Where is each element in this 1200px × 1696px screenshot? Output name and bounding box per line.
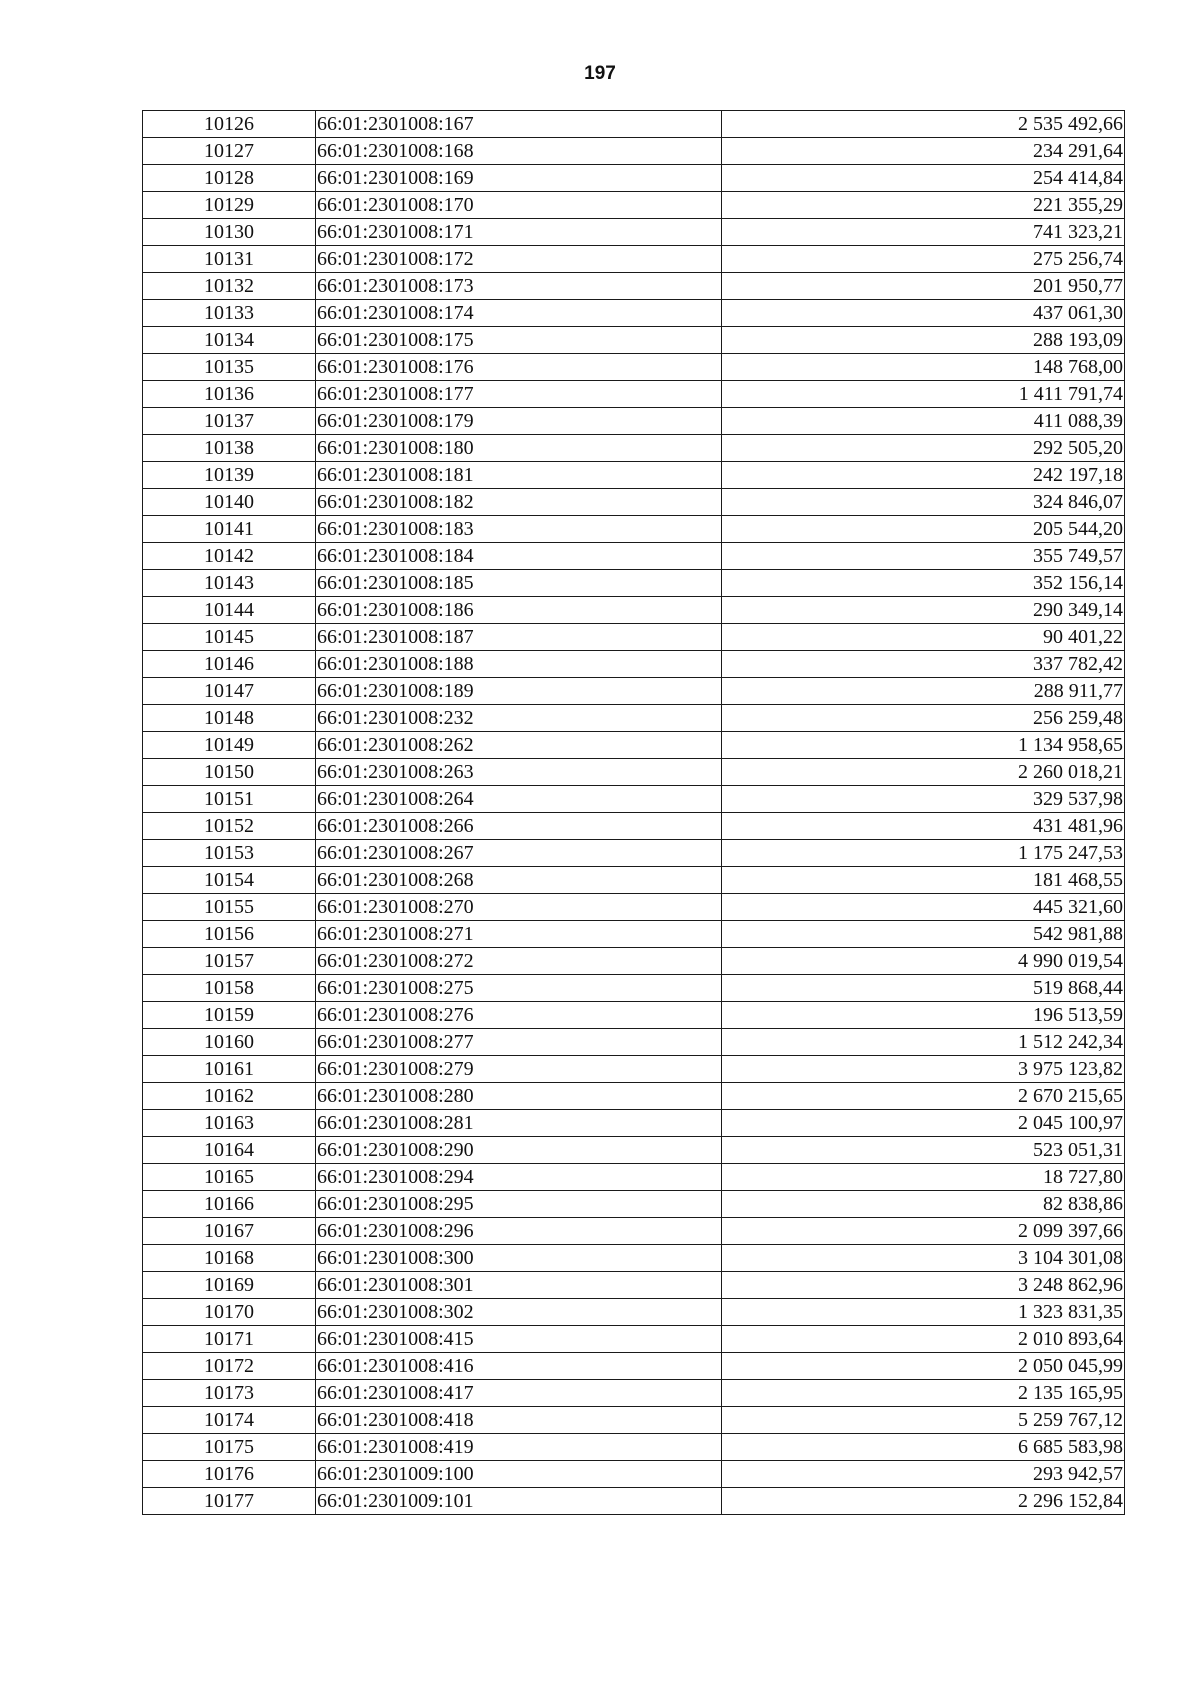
value-cell: 256 259,48 — [722, 705, 1125, 732]
value-cell: 2 260 018,21 — [722, 759, 1125, 786]
row-number-cell: 10141 — [143, 516, 316, 543]
table-row — [143, 1434, 1125, 1461]
cadastral-number-cell: 66:01:2301008:183 — [316, 516, 722, 543]
table-row — [143, 1380, 1125, 1407]
cadastral-number-cell: 66:01:2301008:182 — [316, 489, 722, 516]
row-number-cell: 10130 — [143, 219, 316, 246]
cadastral-number-cell: 66:01:2301008:280 — [316, 1083, 722, 1110]
row-number-cell: 10147 — [143, 678, 316, 705]
value-cell: 2 535 492,66 — [722, 111, 1125, 138]
cadastral-number-cell: 66:01:2301008:271 — [316, 921, 722, 948]
value-cell: 275 256,74 — [722, 246, 1125, 273]
table-row — [143, 192, 1125, 219]
value-cell: 2 670 215,65 — [722, 1083, 1125, 1110]
cadastral-number-cell: 66:01:2301008:279 — [316, 1056, 722, 1083]
row-number-cell: 10149 — [143, 732, 316, 759]
table-row — [143, 1137, 1125, 1164]
row-number-cell: 10177 — [143, 1488, 316, 1515]
cadastral-number-cell: 66:01:2301008:262 — [316, 732, 722, 759]
row-number-cell: 10172 — [143, 1353, 316, 1380]
table-row — [143, 1083, 1125, 1110]
value-cell: 324 846,07 — [722, 489, 1125, 516]
row-number-cell: 10166 — [143, 1191, 316, 1218]
table-row — [143, 1056, 1125, 1083]
row-number-cell: 10145 — [143, 624, 316, 651]
cadastral-number-cell: 66:01:2301008:296 — [316, 1218, 722, 1245]
value-cell: 288 193,09 — [722, 327, 1125, 354]
value-cell: 288 911,77 — [722, 678, 1125, 705]
table-row — [143, 1299, 1125, 1326]
table-row — [143, 624, 1125, 651]
cadastral-number-cell: 66:01:2301008:276 — [316, 1002, 722, 1029]
value-cell: 1 512 242,34 — [722, 1029, 1125, 1056]
row-number-cell: 10155 — [143, 894, 316, 921]
table-row — [143, 489, 1125, 516]
cadastral-number-cell: 66:01:2301008:277 — [316, 1029, 722, 1056]
row-number-cell: 10129 — [143, 192, 316, 219]
table-row — [143, 1461, 1125, 1488]
row-number-cell: 10138 — [143, 435, 316, 462]
row-number-cell: 10136 — [143, 381, 316, 408]
table-row — [143, 1164, 1125, 1191]
table-row — [143, 678, 1125, 705]
cadastral-number-cell: 66:01:2301008:295 — [316, 1191, 722, 1218]
cadastral-number-cell: 66:01:2301008:268 — [316, 867, 722, 894]
row-number-cell: 10156 — [143, 921, 316, 948]
table-body — [143, 111, 1125, 1515]
cadastral-number-cell: 66:01:2301008:272 — [316, 948, 722, 975]
cadastral-number-cell: 66:01:2301009:101 — [316, 1488, 722, 1515]
row-number-cell: 10165 — [143, 1164, 316, 1191]
cadastral-number-cell: 66:01:2301008:281 — [316, 1110, 722, 1137]
table-row — [143, 300, 1125, 327]
cadastral-table-container — [142, 110, 1125, 1515]
cadastral-number-cell: 66:01:2301008:169 — [316, 165, 722, 192]
value-cell: 355 749,57 — [722, 543, 1125, 570]
value-cell: 196 513,59 — [722, 1002, 1125, 1029]
row-number-cell: 10168 — [143, 1245, 316, 1272]
page-number: 197 — [584, 63, 616, 84]
row-number-cell: 10131 — [143, 246, 316, 273]
cadastral-number-cell: 66:01:2301008:187 — [316, 624, 722, 651]
table-row — [143, 516, 1125, 543]
cadastral-number-cell: 66:01:2301008:417 — [316, 1380, 722, 1407]
value-cell: 519 868,44 — [722, 975, 1125, 1002]
table-row — [143, 1245, 1125, 1272]
value-cell: 5 259 767,12 — [722, 1407, 1125, 1434]
cadastral-number-cell: 66:01:2301008:186 — [316, 597, 722, 624]
value-cell: 205 544,20 — [722, 516, 1125, 543]
table-row — [143, 219, 1125, 246]
table-row — [143, 759, 1125, 786]
cadastral-number-cell: 66:01:2301008:415 — [316, 1326, 722, 1353]
cadastral-number-cell: 66:01:2301008:179 — [316, 408, 722, 435]
cadastral-table — [142, 110, 1125, 1515]
row-number-cell: 10146 — [143, 651, 316, 678]
cadastral-number-cell: 66:01:2301008:168 — [316, 138, 722, 165]
table-row — [143, 894, 1125, 921]
value-cell: 337 782,42 — [722, 651, 1125, 678]
row-number-cell: 10150 — [143, 759, 316, 786]
cadastral-number-cell: 66:01:2301008:175 — [316, 327, 722, 354]
value-cell: 523 051,31 — [722, 1137, 1125, 1164]
value-cell: 1 411 791,74 — [722, 381, 1125, 408]
table-row — [143, 1407, 1125, 1434]
table-row — [143, 111, 1125, 138]
cadastral-number-cell: 66:01:2301008:264 — [316, 786, 722, 813]
table-row — [143, 705, 1125, 732]
table-row — [143, 948, 1125, 975]
row-number-cell: 10154 — [143, 867, 316, 894]
table-row — [143, 381, 1125, 408]
table-row — [143, 1272, 1125, 1299]
value-cell: 329 537,98 — [722, 786, 1125, 813]
table-row — [143, 570, 1125, 597]
cadastral-number-cell: 66:01:2301008:184 — [316, 543, 722, 570]
table-row — [143, 1326, 1125, 1353]
row-number-cell: 10169 — [143, 1272, 316, 1299]
table-row — [143, 1353, 1125, 1380]
table-row — [143, 1029, 1125, 1056]
table-row — [143, 246, 1125, 273]
row-number-cell: 10158 — [143, 975, 316, 1002]
row-number-cell: 10132 — [143, 273, 316, 300]
cadastral-number-cell: 66:01:2301008:232 — [316, 705, 722, 732]
row-number-cell: 10164 — [143, 1137, 316, 1164]
table-row — [143, 1488, 1125, 1515]
value-cell: 148 768,00 — [722, 354, 1125, 381]
cadastral-number-cell: 66:01:2301008:416 — [316, 1353, 722, 1380]
value-cell: 1 175 247,53 — [722, 840, 1125, 867]
value-cell: 431 481,96 — [722, 813, 1125, 840]
cadastral-number-cell: 66:01:2301009:100 — [316, 1461, 722, 1488]
table-row — [143, 651, 1125, 678]
value-cell: 4 990 019,54 — [722, 948, 1125, 975]
cadastral-number-cell: 66:01:2301008:270 — [316, 894, 722, 921]
value-cell: 1 323 831,35 — [722, 1299, 1125, 1326]
table-row — [143, 435, 1125, 462]
row-number-cell: 10175 — [143, 1434, 316, 1461]
value-cell: 542 981,88 — [722, 921, 1125, 948]
row-number-cell: 10153 — [143, 840, 316, 867]
row-number-cell: 10162 — [143, 1083, 316, 1110]
value-cell: 2 135 165,95 — [722, 1380, 1125, 1407]
cadastral-number-cell: 66:01:2301008:302 — [316, 1299, 722, 1326]
cadastral-number-cell: 66:01:2301008:185 — [316, 570, 722, 597]
value-cell: 292 505,20 — [722, 435, 1125, 462]
table-row — [143, 1218, 1125, 1245]
cadastral-number-cell: 66:01:2301008:266 — [316, 813, 722, 840]
value-cell: 411 088,39 — [722, 408, 1125, 435]
row-number-cell: 10173 — [143, 1380, 316, 1407]
value-cell: 234 291,64 — [722, 138, 1125, 165]
table-row — [143, 732, 1125, 759]
row-number-cell: 10151 — [143, 786, 316, 813]
value-cell: 6 685 583,98 — [722, 1434, 1125, 1461]
table-row — [143, 138, 1125, 165]
cadastral-number-cell: 66:01:2301008:173 — [316, 273, 722, 300]
table-row — [143, 1002, 1125, 1029]
value-cell: 3 975 123,82 — [722, 1056, 1125, 1083]
cadastral-number-cell: 66:01:2301008:301 — [316, 1272, 722, 1299]
value-cell: 3 104 301,08 — [722, 1245, 1125, 1272]
row-number-cell: 10148 — [143, 705, 316, 732]
table-row — [143, 354, 1125, 381]
cadastral-number-cell: 66:01:2301008:263 — [316, 759, 722, 786]
table-row — [143, 975, 1125, 1002]
row-number-cell: 10170 — [143, 1299, 316, 1326]
row-number-cell: 10167 — [143, 1218, 316, 1245]
cadastral-number-cell: 66:01:2301008:174 — [316, 300, 722, 327]
cadastral-number-cell: 66:01:2301008:418 — [316, 1407, 722, 1434]
value-cell: 437 061,30 — [722, 300, 1125, 327]
table-row — [143, 921, 1125, 948]
value-cell: 90 401,22 — [722, 624, 1125, 651]
value-cell: 18 727,80 — [722, 1164, 1125, 1191]
table-row — [143, 543, 1125, 570]
table-row — [143, 1110, 1125, 1137]
table-row — [143, 1191, 1125, 1218]
value-cell: 741 323,21 — [722, 219, 1125, 246]
row-number-cell: 10135 — [143, 354, 316, 381]
cadastral-number-cell: 66:01:2301008:419 — [316, 1434, 722, 1461]
table-row — [143, 867, 1125, 894]
table-row — [143, 273, 1125, 300]
cadastral-number-cell: 66:01:2301008:171 — [316, 219, 722, 246]
value-cell: 2 045 100,97 — [722, 1110, 1125, 1137]
value-cell: 2 050 045,99 — [722, 1353, 1125, 1380]
value-cell: 181 468,55 — [722, 867, 1125, 894]
table-row — [143, 597, 1125, 624]
value-cell: 290 349,14 — [722, 597, 1125, 624]
value-cell: 445 321,60 — [722, 894, 1125, 921]
cadastral-number-cell: 66:01:2301008:290 — [316, 1137, 722, 1164]
cadastral-number-cell: 66:01:2301008:167 — [316, 111, 722, 138]
cadastral-number-cell: 66:01:2301008:176 — [316, 354, 722, 381]
table-row — [143, 165, 1125, 192]
value-cell: 201 950,77 — [722, 273, 1125, 300]
row-number-cell: 10160 — [143, 1029, 316, 1056]
cadastral-number-cell: 66:01:2301008:294 — [316, 1164, 722, 1191]
table-row — [143, 840, 1125, 867]
value-cell: 293 942,57 — [722, 1461, 1125, 1488]
value-cell: 1 134 958,65 — [722, 732, 1125, 759]
cadastral-number-cell: 66:01:2301008:180 — [316, 435, 722, 462]
row-number-cell: 10140 — [143, 489, 316, 516]
value-cell: 2 010 893,64 — [722, 1326, 1125, 1353]
table-row — [143, 786, 1125, 813]
cadastral-number-cell: 66:01:2301008:181 — [316, 462, 722, 489]
row-number-cell: 10157 — [143, 948, 316, 975]
value-cell: 242 197,18 — [722, 462, 1125, 489]
value-cell: 254 414,84 — [722, 165, 1125, 192]
row-number-cell: 10137 — [143, 408, 316, 435]
row-number-cell: 10174 — [143, 1407, 316, 1434]
table-row — [143, 327, 1125, 354]
value-cell: 3 248 862,96 — [722, 1272, 1125, 1299]
row-number-cell: 10127 — [143, 138, 316, 165]
row-number-cell: 10176 — [143, 1461, 316, 1488]
table-row — [143, 462, 1125, 489]
table-row — [143, 408, 1125, 435]
value-cell: 352 156,14 — [722, 570, 1125, 597]
cadastral-number-cell: 66:01:2301008:300 — [316, 1245, 722, 1272]
row-number-cell: 10159 — [143, 1002, 316, 1029]
table-row — [143, 813, 1125, 840]
value-cell: 2 099 397,66 — [722, 1218, 1125, 1245]
cadastral-number-cell: 66:01:2301008:170 — [316, 192, 722, 219]
row-number-cell: 10163 — [143, 1110, 316, 1137]
cadastral-number-cell: 66:01:2301008:177 — [316, 381, 722, 408]
value-cell: 2 296 152,84 — [722, 1488, 1125, 1515]
cadastral-number-cell: 66:01:2301008:275 — [316, 975, 722, 1002]
row-number-cell: 10126 — [143, 111, 316, 138]
row-number-cell: 10143 — [143, 570, 316, 597]
row-number-cell: 10171 — [143, 1326, 316, 1353]
cadastral-number-cell: 66:01:2301008:189 — [316, 678, 722, 705]
value-cell: 82 838,86 — [722, 1191, 1125, 1218]
row-number-cell: 10134 — [143, 327, 316, 354]
row-number-cell: 10139 — [143, 462, 316, 489]
cadastral-number-cell: 66:01:2301008:172 — [316, 246, 722, 273]
row-number-cell: 10144 — [143, 597, 316, 624]
row-number-cell: 10161 — [143, 1056, 316, 1083]
cadastral-number-cell: 66:01:2301008:188 — [316, 651, 722, 678]
row-number-cell: 10142 — [143, 543, 316, 570]
cadastral-number-cell: 66:01:2301008:267 — [316, 840, 722, 867]
row-number-cell: 10128 — [143, 165, 316, 192]
value-cell: 221 355,29 — [722, 192, 1125, 219]
row-number-cell: 10133 — [143, 300, 316, 327]
row-number-cell: 10152 — [143, 813, 316, 840]
